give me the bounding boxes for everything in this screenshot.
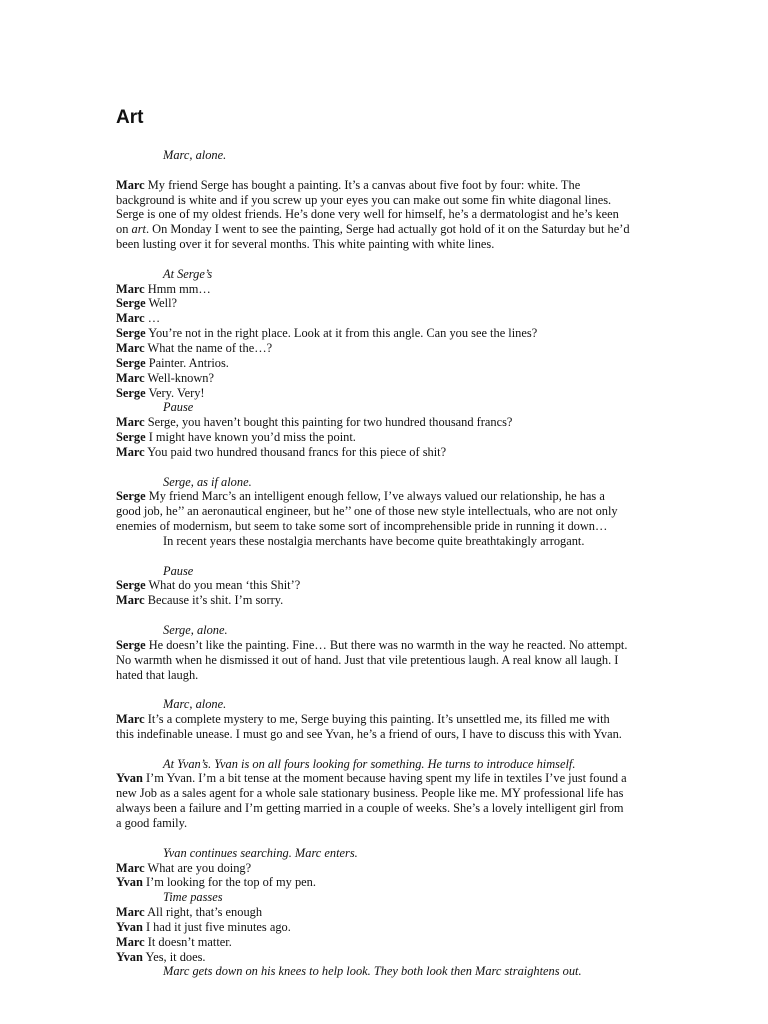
blank-line <box>116 742 656 757</box>
dialogue-text: You’re not in the right place. Look at it from this angle. Can you see the lines? <box>145 326 538 341</box>
dialogue-continuation: a good family. <box>116 815 188 830</box>
dialogue-continuation: always been a failure and I’m getting married in a couple of weeks. She’s a lovely intelligent girl from <box>116 801 624 816</box>
stage-direction: Marc, alone. <box>163 148 227 162</box>
speaker-name: Yvan <box>116 949 143 964</box>
stage-direction: Serge, as if alone. <box>163 474 252 489</box>
dialogue-text: My friend Serge has bought a painting. It’s a canvas about five foot by four: white. The <box>144 177 581 192</box>
dialogue-line <box>116 326 656 341</box>
speaker-name: Serge <box>116 355 146 370</box>
speaker-name: Marc <box>116 370 145 385</box>
stage-direction: Marc, alone. <box>163 697 227 712</box>
dialogue-line <box>116 296 656 311</box>
dialogue-text: It doesn’t matter. <box>144 934 232 949</box>
dialogue-line <box>116 638 656 653</box>
speaker-name: Serge <box>116 578 146 593</box>
dialogue-line <box>116 489 656 504</box>
speaker-name: Marc <box>116 340 145 355</box>
dialogue-line <box>116 415 656 430</box>
dialogue-text: Because it’s shit. I’m sorry. <box>144 593 284 608</box>
dialogue-continuation: No warmth when he dismissed it out of hand. Just that vile pretentious laugh. A real know all laugh. I <box>116 652 619 667</box>
dialogue-text: What do you mean ‘this Shit’? <box>145 578 301 593</box>
speaker-name: Serge <box>116 637 146 652</box>
speaker-name: Yvan <box>116 919 143 934</box>
dialogue-line <box>116 712 656 727</box>
dialogue-text: My friend Marc’s an intelligent enough fellow, I’ve always valued our relationship, he has a <box>145 489 605 504</box>
dialogue-text: Well? <box>145 296 178 311</box>
dialogue-line <box>116 356 656 371</box>
speaker-name: Serge <box>116 326 146 341</box>
dialogue-line <box>116 861 656 876</box>
dialogue-text: He doesn’t like the painting. Fine… But there was no warmth in the way he reacted. No attempt. <box>145 637 628 652</box>
dialogue-text: … <box>144 311 161 326</box>
dialogue-line <box>116 593 656 608</box>
speaker-name: Serge <box>116 296 146 311</box>
stage-direction: Marc gets down on his knees to help look. They both look then Marc straightens out. <box>163 964 582 979</box>
speaker-name: Serge <box>116 430 146 445</box>
dialogue-continuation: hated that laugh. <box>116 667 199 682</box>
speaker-name: Marc <box>116 934 145 949</box>
dialogue-line <box>116 920 656 935</box>
dialogue-continuation: Serge is one of my oldest friends. He’s done very well for himself, he’s a dermatologist and he’s keen <box>116 207 619 222</box>
dialogue-text: Yes, it does. <box>142 949 206 964</box>
blank-line <box>116 608 656 623</box>
dialogue-text: I’m Yvan. I’m a bit tense at the moment because having spent my life in textiles I’ve just found a <box>142 771 627 786</box>
emphasis-text: art <box>131 222 146 237</box>
dialogue-continuation: this indefinable unease. I must go and see Yvan, he’s a friend of ours, I have to discuss this with Yvan. <box>116 726 622 741</box>
dialogue-line <box>116 875 656 890</box>
dialogue-text: All right, that’s enough <box>144 905 263 920</box>
speaker-name: Marc <box>116 281 145 296</box>
blank-line <box>116 163 656 178</box>
dialogue-continuation: background is white and if you screw up your eyes you can make out some fin white diagonal lines. <box>116 192 612 207</box>
stage-direction: At Yvan’s. Yvan is on all fours looking for something. He turns to introduce himself. <box>163 756 576 771</box>
dialogue-line <box>116 950 656 965</box>
dialogue-text: Hmm mm… <box>144 281 211 296</box>
stage-direction: Serge, alone. <box>163 623 228 637</box>
dialogue-text: Painter. Antrios. <box>145 355 229 370</box>
dialogue-continuation: been lusting over it for several months. This white painting with white lines. <box>116 237 495 252</box>
dialogue-text: Well-known? <box>144 370 214 385</box>
dialogue-line <box>116 935 656 950</box>
indented-paragraph: In recent years these nostalgia merchants have become quite breathtakingly arrogant. <box>163 533 585 548</box>
stage-direction: Yvan continues searching. Marc enters. <box>163 845 358 860</box>
stage-direction: Time passes <box>163 890 223 905</box>
dialogue-line <box>116 341 656 356</box>
text-segment: on <box>116 222 132 237</box>
dialogue-line <box>116 771 656 786</box>
dialogue-text: It’s a complete mystery to me, Serge buying this painting. It’s unsettled me, its filled me with <box>144 712 610 727</box>
blank-line <box>116 252 656 267</box>
dialogue-line <box>116 578 656 593</box>
speaker-name: Yvan <box>116 771 143 786</box>
dialogue-continuation: enemies of modernism, but seem to take some sort of incomprehensible pride in running it down… <box>116 519 608 534</box>
speaker-name: Marc <box>116 712 145 727</box>
document-title: Art <box>116 107 144 128</box>
speaker-name: Marc <box>116 415 145 430</box>
dialogue-continuation <box>116 222 656 237</box>
dialogue-text: Serge, you haven’t bought this painting for two hundred thousand francs? <box>144 415 513 430</box>
dialogue-text: What are you doing? <box>144 860 252 875</box>
blank-line <box>116 549 656 564</box>
dialogue-text: I might have known you’d miss the point. <box>145 430 356 445</box>
dialogue-text: You paid two hundred thousand francs for this piece of shit? <box>144 444 447 459</box>
speaker-name: Serge <box>116 489 146 504</box>
dialogue-line <box>116 386 656 401</box>
speaker-name: Marc <box>116 860 145 875</box>
dialogue-continuation: new Job as a sales agent for a whole sale stationary business. People like me. MY professional life has <box>116 786 624 801</box>
stage-direction: Pause <box>163 400 194 415</box>
speaker-name: Marc <box>116 905 145 920</box>
speaker-name: Marc <box>116 593 145 608</box>
blank-line <box>116 682 656 697</box>
speaker-name: Yvan <box>116 875 143 890</box>
dialogue-text: I’m looking for the top of my pen. <box>142 875 316 890</box>
dialogue-line <box>116 371 656 386</box>
stage-direction: Pause <box>163 563 194 578</box>
dialogue-line <box>116 445 656 460</box>
blank-line <box>116 831 656 846</box>
stage-direction: At Serge’s <box>163 266 213 281</box>
blank-line <box>116 460 656 475</box>
dialogue-text: Very. Very! <box>145 385 205 400</box>
dialogue-line <box>116 430 656 445</box>
speaker-name: Marc <box>116 444 145 459</box>
dialogue-continuation: good job, he’’ an aeronautical engineer, but he’’ one of those new style intellectuals, who are not only <box>116 504 618 519</box>
dialogue-text: I had it just five minutes ago. <box>142 919 291 934</box>
dialogue-line <box>116 905 656 920</box>
speaker-name: Serge <box>116 385 146 400</box>
speaker-name: Marc <box>116 177 145 192</box>
speaker-name: Marc <box>116 311 145 326</box>
dialogue-text: What the name of the…? <box>144 340 273 355</box>
dialogue-line <box>116 282 656 297</box>
dialogue-line <box>116 178 656 193</box>
dialogue-line <box>116 311 656 326</box>
text-segment: . On Monday I went to see the painting, Serge had actually got hold of it on the Saturday but he’d <box>145 222 630 237</box>
script-body <box>116 148 656 979</box>
